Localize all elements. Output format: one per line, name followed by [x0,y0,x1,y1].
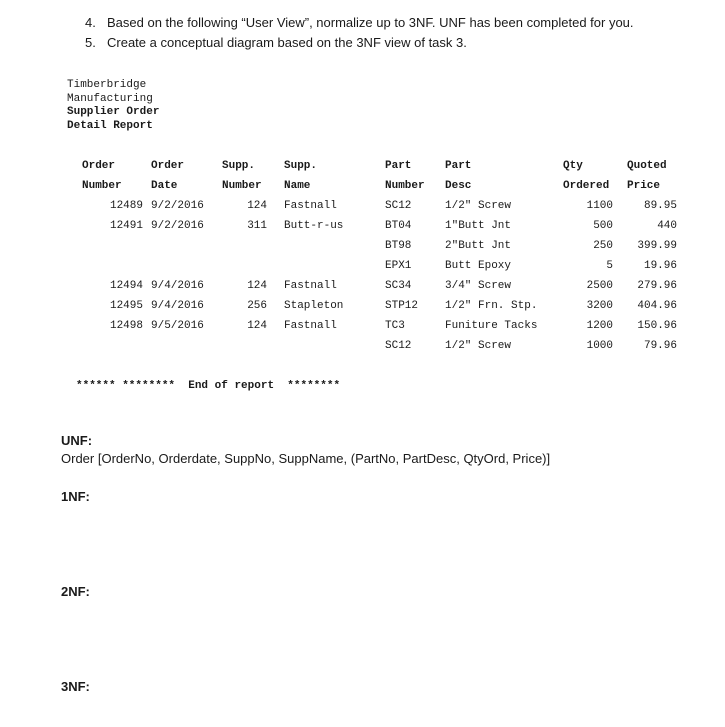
nf3-label: 3NF: [61,679,90,694]
cell-part-number: EPX1 [385,260,412,272]
cell-quoted-price: 440 [657,220,677,232]
task-item-5 [85,35,467,50]
company-name-line1: Timberbridge [67,79,147,91]
cell-quoted-price: 279.96 [637,280,677,292]
cell-part-desc: 1/2" Screw [445,200,512,212]
cell-supp-name: Fastnall [284,200,337,212]
col-header-qty-ordered-1: Qty [563,160,583,172]
col-header-qty-ordered-2: Ordered [563,180,610,192]
cell-qty-ordered: 1100 [586,200,613,212]
cell-qty-ordered: 1000 [586,340,613,352]
cell-part-desc: 1/2" Frn. Stp. [445,300,538,312]
col-header-order-number-1: Order [82,160,116,172]
cell-order-number: 12494 [109,280,143,292]
cell-quoted-price: 19.96 [643,260,677,272]
cell-order-number: 12489 [109,200,143,212]
nf2-label: 2NF: [61,584,90,599]
task-text: Based on the following “User View”, normalize up to 3NF. UNF has been completed for you. [107,15,634,30]
cell-part-desc: 3/4" Screw [445,280,512,292]
cell-order-date: 9/2/2016 [151,220,204,232]
cell-supp-number: 311 [247,220,267,232]
col-header-part-desc-1: Part [445,160,472,172]
task-item-4 [85,15,634,30]
col-header-part-number-1: Part [385,160,412,172]
cell-part-number: TC3 [385,320,405,332]
cell-supp-number: 124 [247,280,267,292]
cell-supp-number: 124 [247,320,267,332]
cell-order-date: 9/2/2016 [151,200,204,212]
task-number: 5. [85,35,96,50]
end-of-report [76,380,340,392]
col-header-quoted-price-2: Price [627,180,661,192]
cell-order-date: 9/5/2016 [151,320,204,332]
cell-order-number: 12498 [109,320,143,332]
cell-part-desc: 2"Butt Jnt [445,240,512,252]
cell-order-date: 9/4/2016 [151,280,204,292]
report-heading [67,79,159,133]
cell-quoted-price: 89.95 [643,200,677,212]
report-title-line2: Detail Report [67,119,153,132]
cell-quoted-price: 79.96 [643,340,677,352]
cell-part-number: STP12 [385,300,419,312]
cell-order-date: 9/4/2016 [151,300,204,312]
cell-qty-ordered: 2500 [586,280,613,292]
cell-part-desc: Funiture Tacks [445,320,538,332]
cell-supp-number: 124 [247,200,267,212]
cell-qty-ordered: 500 [593,220,613,232]
cell-part-desc: 1/2" Screw [445,340,512,352]
cell-part-number: SC34 [385,280,412,292]
company-name-line2: Manufacturing [67,92,153,105]
col-header-part-desc-2: Desc [445,180,472,192]
col-header-supp-name-1: Supp. [284,160,318,172]
report-title-line1: Supplier Order [67,106,160,119]
cell-supp-name: Stapleton [284,300,344,312]
cell-part-number: BT04 [385,220,412,232]
cell-qty-ordered: 250 [593,240,613,252]
task-number: 4. [85,15,96,30]
cell-part-number: BT98 [385,240,412,252]
cell-part-number: SC12 [385,200,412,212]
col-header-supp-number-1: Supp. [222,160,256,172]
col-header-supp-number-2: Number [222,180,262,192]
cell-part-number: SC12 [385,340,412,352]
nf1-label: 1NF: [61,489,90,504]
col-header-supp-name-2: Name [284,180,311,192]
unf-text: Order [OrderNo, Orderdate, SuppNo, SuppName, (PartNo, PartDesc, QtyOrd, Price)] [61,451,551,466]
col-header-order-date-1: Order [151,160,185,172]
unf-label: UNF: [61,433,93,448]
footer-stars-right: ******** [287,380,341,392]
cell-quoted-price: 399.99 [637,240,677,252]
cell-part-desc: Butt Epoxy [445,260,512,272]
col-header-part-number-2: Number [385,180,425,192]
task-text: Create a conceptual diagram based on the 3NF view of task 3. [107,35,467,50]
cell-supp-name: Fastnall [284,320,337,332]
cell-quoted-price: 150.96 [637,320,677,332]
cell-qty-ordered: 1200 [586,320,613,332]
cell-supp-number: 256 [247,300,267,312]
footer-text: End of report [188,380,275,392]
cell-order-number: 12491 [109,220,143,232]
cell-qty-ordered: 5 [606,260,613,272]
cell-order-number: 12495 [109,300,143,312]
col-header-quoted-price-1: Quoted [627,160,667,172]
cell-part-desc: 1"Butt Jnt [445,220,512,232]
cell-quoted-price: 404.96 [637,300,677,312]
cell-supp-name: Butt-r-us [284,220,344,232]
cell-qty-ordered: 3200 [586,300,613,312]
col-header-order-number-2: Number [82,180,122,192]
col-header-order-date-2: Date [151,180,178,192]
cell-supp-name: Fastnall [284,280,337,292]
footer-stars-left: ****** ******** [76,380,176,392]
